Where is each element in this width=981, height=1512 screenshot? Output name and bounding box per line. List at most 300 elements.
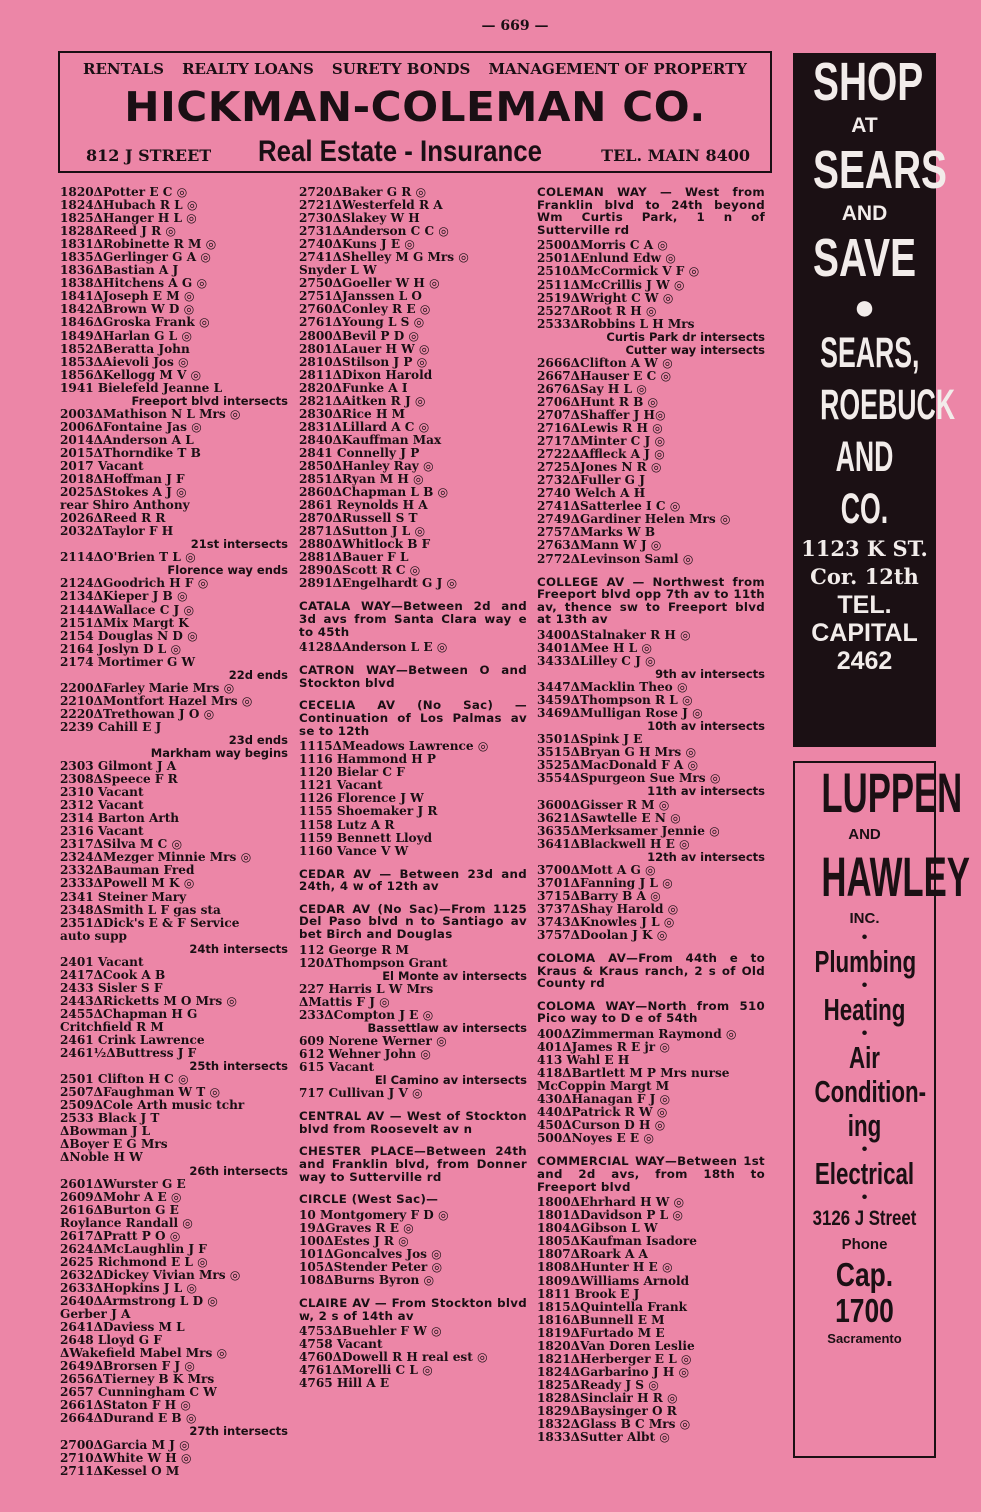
street-heading: CECELIA AV (No Sac) — Continuation of Los Palmas av se to 12th bbox=[299, 698, 527, 738]
directory-entry: 105ΔStender Peter ◎ bbox=[299, 1260, 443, 1274]
directory-entry: 2664ΔDurand E B ◎ bbox=[60, 1412, 197, 1426]
directory-entry: 1800ΔEhrhard H W ◎ bbox=[537, 1196, 685, 1210]
directory-entry: 2750ΔGoeller W H ◎ bbox=[299, 277, 440, 291]
directory-entry: 2154 Douglas N D ◎ bbox=[60, 629, 198, 643]
directory-entry: 2351ΔDick's E & F Service bbox=[60, 916, 240, 930]
street-heading: CLAIRE AV — From Stockton blvd w, 2 s of 14th av bbox=[299, 1296, 527, 1323]
ad-line: SHOP bbox=[813, 52, 924, 112]
street-heading: CENTRAL AV — West of Stockton blvd from Roosevelt av n bbox=[299, 1109, 527, 1136]
directory-entry: 2124ΔGoodrich H F ◎ bbox=[60, 577, 209, 591]
ad-line: Air bbox=[848, 1040, 881, 1075]
ad-line: TEL. bbox=[837, 591, 892, 619]
directory-entry: 112 George R M bbox=[299, 943, 409, 957]
street-heading: CATRON WAY—Between O and Stockton blvd bbox=[299, 663, 527, 690]
directory-entry: 2239 Cahill E J bbox=[60, 720, 162, 734]
directory-entry: 2801ΔLauer H W ◎ bbox=[299, 342, 430, 356]
directory-entry: 3701ΔFanning J L ◎ bbox=[537, 876, 673, 890]
directory-entry: 2310 Vacant bbox=[60, 786, 144, 800]
directory-entry: ΔBowman J L bbox=[60, 1125, 151, 1139]
directory-entry: 4765 Hill A E bbox=[299, 1377, 390, 1391]
directory-entry: 1831ΔRobinette R M ◎ bbox=[60, 238, 217, 252]
company-phone: TEL. MAIN 8400 bbox=[601, 146, 750, 165]
cross-street-note: 24th intersects bbox=[189, 942, 288, 956]
directory-entry: 1824ΔHubach R L ◎ bbox=[60, 199, 198, 213]
ad-line: LUPPEN bbox=[821, 761, 963, 824]
directory-entry: 2164 Joslyn D L ◎ bbox=[60, 642, 182, 656]
directory-entry: 2026ΔReed R R bbox=[60, 512, 166, 526]
directory-entry: 2820ΔFunke A I bbox=[299, 381, 408, 395]
directory-entry: 2617ΔPratt P O ◎ bbox=[60, 1229, 181, 1243]
directory-entry: 3400ΔStalnaker R H ◎ bbox=[537, 628, 691, 642]
directory-entry: 2890ΔScott R C ◎ bbox=[299, 564, 421, 578]
directory-entry: 2761ΔYoung L S ◎ bbox=[299, 316, 425, 330]
directory-entry: 2134ΔKieper J B ◎ bbox=[60, 590, 188, 604]
directory-entry: 2722ΔAffleck A J ◎ bbox=[537, 448, 665, 462]
directory-entry: 2006ΔFontaine Jas ◎ bbox=[60, 420, 202, 434]
directory-entry: 3635ΔMerksamer Jennie ◎ bbox=[537, 824, 720, 838]
directory-entry: 3757ΔDoolan J K ◎ bbox=[537, 929, 668, 942]
directory-entry: 2661ΔStaton F H ◎ bbox=[60, 1399, 191, 1413]
directory-entry: 2830ΔRice H M bbox=[299, 407, 405, 421]
directory-entry: 2740 Welch A H bbox=[537, 487, 646, 501]
directory-entry: 1160 Vance V W bbox=[299, 844, 409, 858]
directory-entry: 19ΔGraves R E ◎ bbox=[299, 1221, 414, 1235]
directory-entry: 2657 Cunningham C W bbox=[60, 1386, 217, 1400]
directory-entry: 2716ΔLewis R H ◎ bbox=[537, 422, 663, 436]
directory-entry: 1158 Lutz A R bbox=[299, 818, 395, 832]
directory-entry: 2861 Reynolds H A bbox=[299, 499, 428, 513]
directory-entry: 2417ΔCook A B bbox=[60, 968, 166, 982]
ad-line: AND bbox=[848, 826, 881, 843]
directory-entry: 2730ΔSlakey W H bbox=[299, 212, 420, 226]
directory-entry: 1829ΔBaysinger O R bbox=[537, 1404, 677, 1418]
directory-entry: 4760ΔDowell R H real est ◎ bbox=[299, 1351, 488, 1365]
cross-street-note: 23d ends bbox=[228, 733, 288, 747]
ad-line: HAWLEY bbox=[821, 845, 970, 908]
cross-street-note: El Camino av intersects bbox=[374, 1074, 527, 1088]
directory-entry: ΔBoyer E G Mrs bbox=[60, 1138, 168, 1152]
directory-entry: 1116 Hammond H P bbox=[299, 753, 436, 767]
directory-entry: 450ΔCurson D H ◎ bbox=[537, 1119, 666, 1133]
directory-entry: 2533ΔRobbins L H Mrs bbox=[537, 317, 695, 331]
cross-street-note: Curtis Park dr intersects bbox=[606, 330, 765, 344]
directory-entry: 2501 Clifton H C ◎ bbox=[60, 1073, 189, 1087]
directory-entry: 3501ΔSpink J E bbox=[537, 733, 643, 747]
directory-entry: 2656ΔTierney B K Mrs bbox=[60, 1373, 215, 1387]
service-rentals: RENTALS bbox=[83, 60, 165, 78]
street-heading: COMMERCIAL WAY—Between 1st and 2d avs, from 18th to Freeport blvd bbox=[537, 1154, 765, 1194]
directory-entry: 1815ΔQuintella Frank bbox=[537, 1300, 688, 1314]
page-number: — 669 — bbox=[481, 18, 549, 34]
directory-entry: 2220ΔTrethowan J O ◎ bbox=[60, 707, 215, 721]
directory-entry: 2870ΔRussell S T bbox=[299, 512, 418, 526]
directory-entry: 3469ΔMulligan Rose J ◎ bbox=[537, 707, 703, 721]
directory-entry: 2533 Black J T bbox=[60, 1112, 160, 1126]
street-heading: COLLEGE AV — Northwest from Freeport blvd opp 7th av to 11th av, thence sw to Freeport blvd at 13th av bbox=[537, 574, 765, 627]
directory-entry: 1833ΔSutter Albt ◎ bbox=[537, 1431, 670, 1445]
directory-entry: 1828ΔReed J R ◎ bbox=[60, 225, 176, 239]
directory-entry: 2312 Vacant bbox=[60, 799, 144, 813]
directory-entry: 3515ΔBryan G H Mrs ◎ bbox=[537, 746, 697, 760]
company-name: HICKMAN-COLEMAN CO. bbox=[124, 83, 706, 131]
street-heading: COLOMA WAY—North from 510 Pico way to D e of 54th bbox=[537, 998, 765, 1026]
service-realty-loans: REALTY LOANS bbox=[182, 60, 314, 78]
directory-entry: 418ΔBartlett M P Mrs nurse bbox=[537, 1067, 730, 1081]
directory-entry: 2732ΔFuller G J bbox=[537, 474, 645, 488]
directory-entry: 1816ΔBunnell E M bbox=[537, 1313, 665, 1327]
directory-entry: 3700ΔMott A G ◎ bbox=[537, 863, 656, 877]
cross-street-note: 9th av intersects bbox=[655, 668, 765, 682]
directory-entry: 1126 Florence J W bbox=[299, 792, 424, 806]
directory-entry: 2303 Gilmont J A bbox=[60, 760, 177, 774]
directory-entry: 100ΔEstes J R ◎ bbox=[299, 1234, 409, 1248]
directory-entry: ΔWakefield Mabel Mrs ◎ bbox=[60, 1347, 228, 1361]
directory-entry: 2348ΔSmith L F gas sta bbox=[60, 903, 221, 917]
directory-entry: 2880ΔWhitlock B F bbox=[299, 538, 431, 552]
street-heading: CEDAR AV (No Sac)—From 1125 Del Paso blvd n to Santiago av bet Birch and Douglas bbox=[299, 901, 527, 942]
ad-line: SEARS, bbox=[820, 329, 920, 377]
directory-entry: 1820ΔPotter E C ◎ bbox=[60, 186, 188, 199]
cross-street-note: Cutter way intersects bbox=[625, 343, 765, 357]
directory-entry: 1115ΔMeadows Lawrence ◎ bbox=[299, 740, 489, 754]
directory-entry: 120ΔThompson Grant bbox=[299, 956, 448, 970]
directory-entry: 108ΔBurns Byron ◎ bbox=[299, 1274, 435, 1287]
directory-entry: 2015ΔThorndike T B bbox=[60, 446, 201, 460]
directory-entry: 2501ΔEnlund Edw ◎ bbox=[537, 252, 676, 266]
directory-entry: auto supp bbox=[60, 929, 128, 943]
directory-entry: 2433 Sisler S F bbox=[60, 981, 163, 995]
directory-entry: 3554ΔSpurgeon Sue Mrs ◎ bbox=[537, 772, 721, 786]
cross-street-note: 25th intersects bbox=[189, 1060, 288, 1074]
directory-entry: 2757ΔMarks W B bbox=[537, 526, 656, 540]
directory-entry: 2811ΔDixon Harold bbox=[299, 368, 433, 382]
directory-entry: 1804ΔGibson L W bbox=[537, 1222, 658, 1236]
directory-entry: 1849ΔHarlan G L ◎ bbox=[60, 329, 192, 343]
cross-street-note: Freeport blvd intersects bbox=[131, 394, 288, 408]
directory-entry: 2316 Vacant bbox=[60, 825, 144, 839]
directory-entry: 2401 Vacant bbox=[60, 955, 144, 969]
directory-entry: 1808ΔHunter H E ◎ bbox=[537, 1261, 673, 1275]
ad-line: Plumbing bbox=[814, 944, 917, 979]
directory-entry: 3433ΔLilley C J ◎ bbox=[537, 655, 656, 669]
directory-entry: 2527ΔRoot R H ◎ bbox=[537, 304, 657, 318]
service-management: MANAGEMENT OF PROPERTY bbox=[488, 60, 747, 78]
directory-entry: 500ΔNoyes E E ◎ bbox=[537, 1132, 654, 1146]
directory-entry: 2500ΔMorris C A ◎ bbox=[537, 239, 668, 253]
directory-entry: 233ΔCompton J E ◎ bbox=[299, 1008, 434, 1022]
ad-line: Electrical bbox=[814, 1156, 915, 1191]
directory-entry: Gerber J A bbox=[60, 1308, 131, 1322]
directory-entry: 2741ΔSatterlee I C ◎ bbox=[537, 500, 681, 514]
directory-entry: 2707ΔShaffer J H◎ bbox=[537, 408, 666, 422]
directory-entry: 615 Vacant bbox=[299, 1061, 375, 1075]
luppen-hawley-ad bbox=[793, 761, 970, 1458]
directory-entry: 101ΔGoncalves Jos ◎ bbox=[299, 1247, 442, 1261]
company-tagline: Real Estate - Insurance bbox=[258, 135, 542, 168]
directory-entry: 2200ΔFarley Marie Mrs ◎ bbox=[60, 681, 235, 695]
directory-entry: 1832ΔGlass B C Mrs ◎ bbox=[537, 1418, 691, 1432]
directory-entry: 1842ΔBrown W D ◎ bbox=[60, 303, 195, 317]
directory-entry: 2725ΔJones N R ◎ bbox=[537, 461, 662, 475]
directory-entry: 2317ΔSilva M C ◎ bbox=[60, 838, 183, 852]
ad-line: 3126 J Street bbox=[812, 1207, 917, 1230]
directory-entry: 4761ΔMorelli C L ◎ bbox=[299, 1364, 433, 1378]
directory-entry: 1805ΔKaufman Isadore bbox=[537, 1235, 697, 1249]
directory-entry: 1856ΔKellogg M V ◎ bbox=[60, 368, 202, 382]
directory-entry: 2841 Connelly J P bbox=[299, 446, 420, 460]
directory-entry: 2509ΔCole Arth music tchr bbox=[60, 1099, 245, 1113]
directory-entry: 1155 Shoemaker J R bbox=[299, 805, 438, 819]
directory-entry: 2616ΔBurton G E bbox=[60, 1203, 179, 1217]
ad-line: Sacramento bbox=[827, 1331, 902, 1346]
directory-entry: 2014ΔAnderson A L bbox=[60, 433, 194, 447]
directory-entry: 2640ΔArmstrong L D ◎ bbox=[60, 1294, 218, 1308]
directory-entry: rear Shiro Anthony bbox=[60, 499, 190, 513]
directory-entry: 2511ΔMcCrillis J W ◎ bbox=[537, 278, 685, 292]
street-heading: COLEMAN WAY — West from Franklin blvd to 24th beyond Wm Curtis Park, 1 n of Sutterville rd bbox=[537, 185, 765, 237]
cross-street-note: 26th intersects bbox=[189, 1164, 288, 1178]
directory-entry: 2649ΔBrorsen F J ◎ bbox=[60, 1360, 195, 1374]
directory-entry: 2891ΔEngelhardt G J ◎ bbox=[299, 577, 458, 591]
directory-entry: 2763ΔMann W J ◎ bbox=[537, 539, 662, 553]
street-heading: CEDAR AV — Between 23d and 24th, 4 w of 12th av bbox=[299, 866, 527, 894]
cross-street-note: 21st intersects bbox=[190, 538, 288, 552]
directory-entry: 227 Harris L W Mrs bbox=[299, 982, 434, 996]
directory-entry: 1820ΔVan Doren Leslie bbox=[537, 1339, 695, 1353]
directory-entry: 3737ΔShay Harold ◎ bbox=[537, 902, 679, 916]
directory-entry: 1121 Vacant bbox=[299, 779, 383, 793]
directory-entry: 2032ΔTaylor F H bbox=[60, 525, 174, 539]
directory-entry: 2821ΔAitken R J ◎ bbox=[299, 394, 426, 408]
directory-entry: 1801ΔDavidson P L ◎ bbox=[537, 1209, 683, 1223]
directory-entry: 400ΔZimmerman Raymond ◎ bbox=[537, 1028, 737, 1042]
directory-entry: 1819ΔFurtado M E bbox=[537, 1326, 665, 1340]
directory-entry: 3621ΔSawtelle E N ◎ bbox=[537, 811, 681, 825]
cross-street-note: 10th av intersects bbox=[647, 720, 765, 734]
directory-entry: 4128ΔAnderson L E ◎ bbox=[299, 641, 448, 655]
street-heading: CATALA WAY—Between 2d and 3d avs from Santa Clara way e to 45th bbox=[299, 599, 527, 639]
directory-entry: 1853ΔAievoli Jos ◎ bbox=[60, 355, 189, 369]
directory-entry: Snyder L W bbox=[299, 264, 377, 278]
directory-entry: 2624ΔMcLaughlin J F bbox=[60, 1242, 207, 1256]
directory-entry: 2461½ΔButtress J F bbox=[60, 1047, 197, 1061]
cross-street-note: Bassettlaw av intersects bbox=[367, 1021, 527, 1035]
street-heading: CIRCLE (West Sac)— bbox=[299, 1192, 439, 1207]
service-surety-bonds: SURETY BONDS bbox=[331, 60, 471, 78]
bullet-separator: • bbox=[861, 1025, 868, 1042]
directory-entry: 2772ΔLevinson Saml ◎ bbox=[537, 552, 694, 566]
directory-entry: 717 Cullivan J V ◎ bbox=[299, 1087, 423, 1101]
directory-entry: 2831ΔLillard A C ◎ bbox=[299, 420, 430, 434]
directory-entry: 2025ΔStokes A J ◎ bbox=[60, 486, 187, 500]
directory-entry: 2717ΔMinter C J ◎ bbox=[537, 435, 666, 449]
directory-entry: ΔMattis F J ◎ bbox=[299, 995, 390, 1009]
directory-entry: 2749ΔGardiner Helen Mrs ◎ bbox=[537, 513, 731, 527]
directory-entry: 2308ΔSpeece F R bbox=[60, 773, 178, 787]
directory-entry: 2324ΔMezger Minnie Mrs ◎ bbox=[60, 851, 252, 865]
directory-entry: 440ΔPatrick R W ◎ bbox=[537, 1106, 668, 1120]
directory-entry: 1809ΔWilliams Arnold bbox=[537, 1274, 690, 1288]
directory-entry: 2609ΔMohr A E ◎ bbox=[60, 1190, 182, 1204]
directory-entry: 1828ΔSinclair H R ◎ bbox=[537, 1391, 678, 1405]
directory-entry: 1836ΔBastian A J bbox=[60, 264, 179, 278]
directory-entry: 1159 Bennett Lloyd bbox=[299, 831, 433, 845]
directory-entry: 1120 Bielar C F bbox=[299, 766, 405, 780]
cross-street-note: El Monte av intersects bbox=[382, 969, 527, 983]
directory-entry: 2740ΔKuns J E ◎ bbox=[299, 238, 415, 252]
directory-entry: 2840ΔKauffman Max bbox=[299, 433, 442, 447]
directory-entry: 3401ΔMee H L ◎ bbox=[537, 641, 652, 655]
directory-entry: 2711ΔKessel O M bbox=[60, 1464, 180, 1478]
directory-entry: 1846ΔGroska Frank ◎ bbox=[60, 316, 210, 330]
directory-entry: 1821ΔHerberger E L ◎ bbox=[537, 1352, 692, 1366]
ad-line: AND bbox=[841, 202, 888, 225]
cross-street-note: 22d ends bbox=[228, 668, 288, 682]
directory-entry: 2710ΔWhite W H ◎ bbox=[60, 1451, 192, 1465]
directory-entry: 2443ΔRicketts M O Mrs ◎ bbox=[60, 994, 237, 1008]
directory-entry: 2760ΔConley R E ◎ bbox=[299, 303, 431, 317]
directory-entry: 2881ΔBauer F L bbox=[299, 551, 409, 565]
bullet-separator: • bbox=[861, 1189, 868, 1206]
hickman-coleman-ad bbox=[58, 51, 772, 173]
directory-entry: 413 Wahl E H bbox=[537, 1054, 630, 1068]
directory-entry: 10 Montgomery F D ◎ bbox=[299, 1208, 449, 1222]
cross-street-note: 11th av intersects bbox=[647, 785, 765, 799]
directory-entry: 2455ΔChapman H G bbox=[60, 1007, 198, 1021]
directory-entry: 3715ΔBarry B A ◎ bbox=[537, 889, 661, 903]
directory-entry: 2632ΔDickey Vivian Mrs ◎ bbox=[60, 1268, 241, 1282]
directory-column-3 bbox=[537, 186, 765, 1444]
directory-entry: 4758 Vacant bbox=[299, 1338, 383, 1352]
cross-street-note: 12th av intersects bbox=[647, 850, 765, 864]
ad-line: SEARS bbox=[813, 140, 947, 200]
directory-entry: 2314 Barton Arth bbox=[60, 812, 180, 826]
directory-entry: 2510ΔMcCormick V F ◎ bbox=[537, 265, 700, 279]
ad-line: Cap. 1700 bbox=[835, 1256, 894, 1329]
directory-entry: 2810ΔStilson J P ◎ bbox=[299, 355, 428, 369]
ad-line: 2462 bbox=[836, 647, 893, 675]
directory-entry: 3743ΔKnowles J L ◎ bbox=[537, 915, 675, 929]
ad-line: INC. bbox=[849, 910, 880, 927]
sears-ad bbox=[793, 52, 955, 747]
directory-entry: 2666ΔClifton A W ◎ bbox=[537, 356, 673, 370]
directory-entry: 1824ΔGarbarino J H ◎ bbox=[537, 1365, 690, 1379]
directory-entry: 1941 Bielefeld Jeanne L bbox=[60, 381, 223, 395]
directory-entry: McCoppin Margt M bbox=[537, 1080, 670, 1094]
directory-entry: 609 Norene Werner ◎ bbox=[299, 1034, 447, 1048]
ad-line: AND CO. bbox=[835, 433, 894, 533]
bullet-separator: • bbox=[861, 1141, 868, 1158]
directory-entry: 3525ΔMacDonald F A ◎ bbox=[537, 759, 699, 773]
directory-entry: 3447ΔMacklin Theo ◎ bbox=[537, 681, 688, 695]
ad-line: 1123 K ST. bbox=[801, 536, 928, 561]
directory-entry: 2731ΔAnderson C C ◎ bbox=[299, 225, 449, 239]
ad-line: CAPITAL bbox=[811, 619, 918, 647]
directory-entry: 2676ΔSay H L ◎ bbox=[537, 382, 647, 396]
directory-entry: 2332ΔBauman Fred bbox=[60, 864, 195, 878]
directory-entry: 2018ΔHoffman J F bbox=[60, 473, 185, 487]
company-address: 812 J STREET bbox=[86, 146, 212, 165]
ad-line: Cor. 12th bbox=[810, 564, 919, 589]
bullet-separator: • bbox=[861, 929, 868, 946]
directory-entry: 2210ΔMontfort Hazel Mrs ◎ bbox=[60, 694, 253, 708]
directory-entry: 430ΔHanagan F J ◎ bbox=[537, 1093, 671, 1107]
directory-entry: 2741ΔShelley M G Mrs ◎ bbox=[299, 251, 469, 265]
street-heading: COLOMA AV—From 44th e to Kraus & Kraus ranch, 2 s of Old County rd bbox=[537, 951, 765, 991]
directory-entry: 3459ΔThompson R L ◎ bbox=[537, 694, 693, 708]
ad-line: Condition- bbox=[814, 1074, 927, 1109]
ad-line: ing bbox=[847, 1108, 882, 1143]
directory-entry: 1811 Brook E J bbox=[537, 1287, 640, 1301]
directory-entry: 2017 Vacant bbox=[60, 459, 144, 473]
directory-entry: ΔNoble H W bbox=[60, 1151, 143, 1165]
cross-street-note: 27th intersects bbox=[189, 1425, 288, 1439]
directory-entry: 2333ΔPowell M K ◎ bbox=[60, 877, 195, 891]
directory-entry: 2507ΔFaughman W T ◎ bbox=[60, 1086, 221, 1100]
ad-line: AT bbox=[851, 114, 878, 137]
directory-entry: 2641ΔDaviess M L bbox=[60, 1321, 185, 1335]
ad-line: Phone bbox=[841, 1236, 888, 1253]
directory-entry: 2850ΔHanley Ray ◎ bbox=[299, 459, 434, 473]
directory-entry: 2720ΔBaker G R ◎ bbox=[299, 186, 427, 199]
directory-entry: 2151ΔMix Margt K bbox=[60, 616, 189, 630]
bullet-separator: • bbox=[861, 977, 868, 994]
directory-entry: 2003ΔMathison N L Mrs ◎ bbox=[60, 407, 241, 421]
directory-entry: 2800ΔBevil P D ◎ bbox=[299, 329, 419, 343]
ad-line: SAVE bbox=[813, 228, 917, 288]
directory-entry: 2860ΔChapman L B ◎ bbox=[299, 486, 449, 500]
directory-entry: 1841ΔJoseph E M ◎ bbox=[60, 290, 195, 304]
ad-line: Heating bbox=[823, 992, 906, 1027]
cross-street-note: Florence way ends bbox=[167, 564, 288, 578]
directory-entry: 612 Wehner John ◎ bbox=[299, 1048, 431, 1062]
directory-entry: 401ΔJames R E jr ◎ bbox=[537, 1041, 670, 1055]
directory-entry: 2174 Mortimer G W bbox=[60, 655, 196, 669]
directory-entry: 1825ΔReady J S ◎ bbox=[537, 1378, 659, 1392]
ad-services bbox=[60, 60, 770, 78]
directory-entry: 2625 Richmond E L ◎ bbox=[60, 1255, 208, 1269]
directory-column-1 bbox=[60, 186, 288, 1478]
directory-entry: 2648 Lloyd G F bbox=[60, 1334, 162, 1348]
directory-entry: 2667ΔHauser E C ◎ bbox=[537, 369, 671, 383]
directory-entry: 2851ΔRyan M H ◎ bbox=[299, 473, 424, 487]
directory-entry: 2721ΔWesterfeld R A bbox=[299, 199, 443, 213]
directory-entry: Roylance Randall ◎ bbox=[60, 1216, 193, 1230]
directory-entry: 2341 Steiner Mary bbox=[60, 890, 187, 904]
directory-entry: 1825ΔHanger H L ◎ bbox=[60, 212, 197, 226]
bullet-separator: ● bbox=[853, 286, 876, 327]
directory-entry: 1838ΔHitchens A G ◎ bbox=[60, 277, 207, 291]
directory-entry: 2706ΔHunt R B ◎ bbox=[537, 395, 659, 409]
directory-entry: 2871ΔSutton J L ◎ bbox=[299, 525, 426, 539]
directory-entry: 2700ΔGarcia M J ◎ bbox=[60, 1438, 190, 1452]
directory-entry: 3600ΔGisser R M ◎ bbox=[537, 798, 670, 812]
directory-entry: 2633ΔHopkins J L ◎ bbox=[60, 1281, 197, 1295]
cross-street-note: Markham way begins bbox=[150, 747, 288, 761]
directory-entry: 2519ΔWright C W ◎ bbox=[537, 291, 674, 305]
directory-entry: 2751ΔJanssen L O bbox=[299, 290, 422, 304]
directory-entry: 2144ΔWallace C J ◎ bbox=[60, 603, 195, 617]
directory-entry: 1835ΔGerlinger G A ◎ bbox=[60, 251, 211, 265]
directory-entry: 4753ΔBuehler F W ◎ bbox=[299, 1325, 442, 1339]
directory-entry: 2601ΔWurster G E bbox=[60, 1177, 186, 1191]
directory-entry: 1852ΔBeratta John bbox=[60, 342, 190, 356]
directory-column-2 bbox=[299, 186, 527, 1390]
directory-entry: 2114ΔO'Brien T L ◎ bbox=[60, 551, 196, 565]
directory-entry: 2461 Crink Lawrence bbox=[60, 1034, 205, 1048]
ad-line: ROEBUCK bbox=[820, 381, 955, 429]
directory-entry: 1807ΔRoark A A bbox=[537, 1248, 648, 1262]
